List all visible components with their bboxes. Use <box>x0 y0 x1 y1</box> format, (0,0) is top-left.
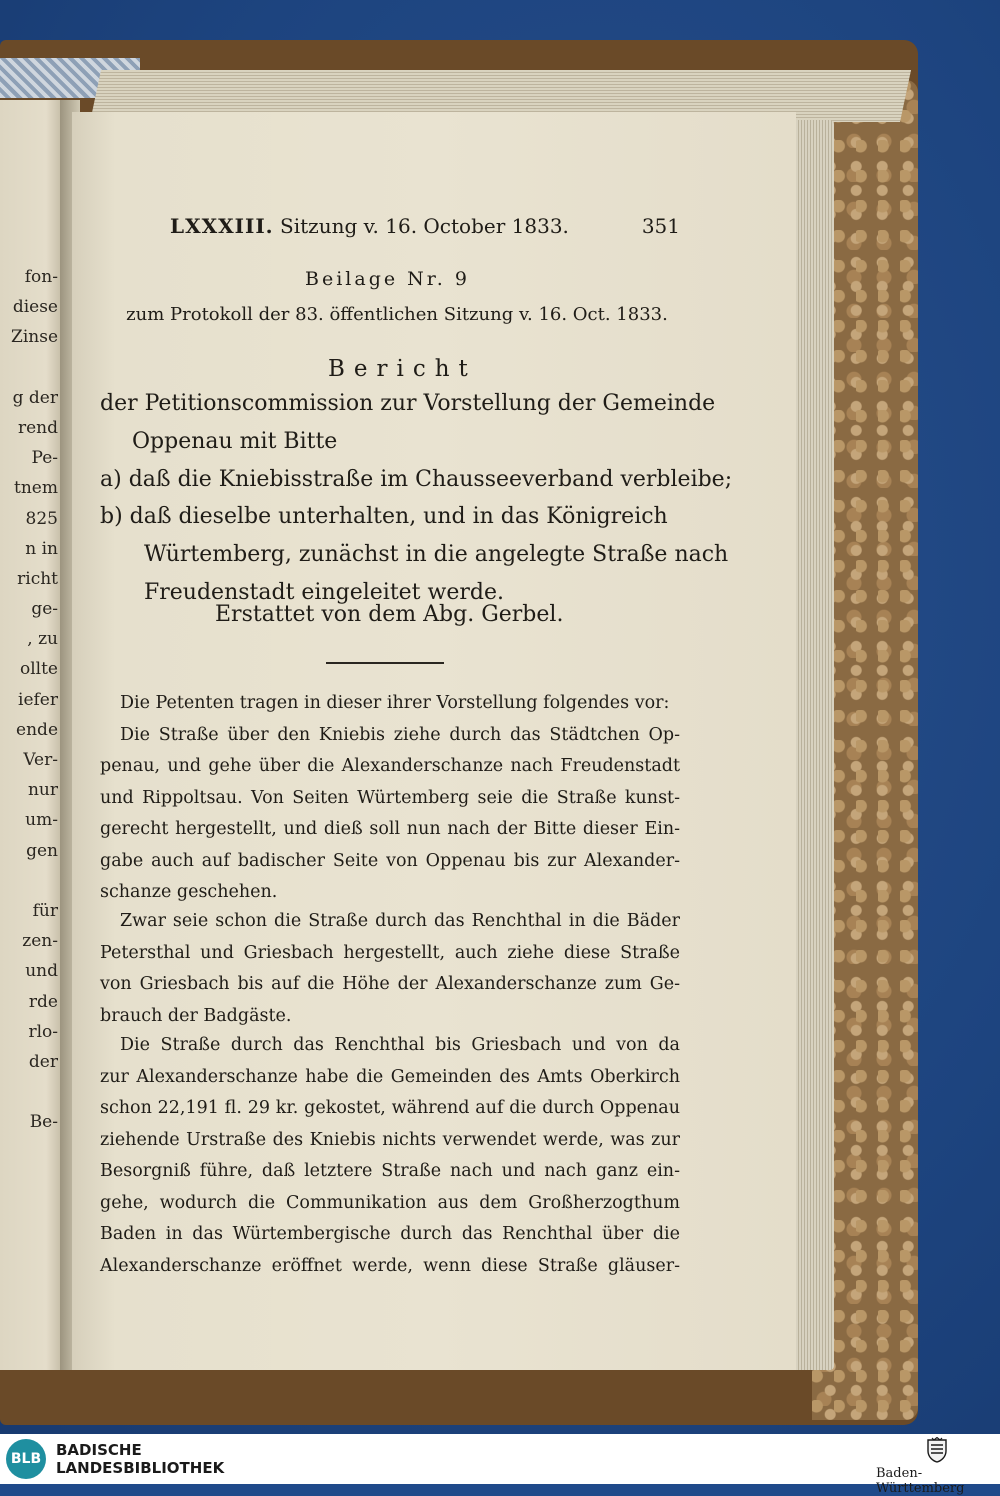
blb-logo-icon[interactable]: BLB <box>6 1439 46 1479</box>
paragraph-2 <box>100 906 680 1032</box>
text-line: Alexanderschanze eröffnet werde, wenn diese Straße gläuser- <box>100 1255 680 1276</box>
left-fragment-line: , zu <box>27 629 58 650</box>
left-fragment-line: iefer <box>18 689 58 710</box>
left-fragment-line: diese <box>12 297 58 318</box>
left-fragment-line: n in <box>25 538 58 559</box>
text-line: brauch der Badgäste. <box>100 1005 292 1026</box>
session-numeral: LXXXIII. <box>170 214 274 238</box>
left-fragment-line: ge- <box>31 599 58 620</box>
text-line: schon 22,191 fl. 29 kr. gekostet, während auf die durch Oppenau <box>100 1098 680 1118</box>
text-line: Die Petenten tragen in dieser ihrer Vorstellung folgendes vor: <box>120 693 670 713</box>
left-fragment-line: Ver- <box>23 750 58 770</box>
page-fore-edges <box>790 120 834 1370</box>
appendix-title: Beilage Nr. 9 <box>305 268 470 290</box>
text-line: und Rippoltsau. Von Seiten Würtemberg seie die Straße kunst- <box>100 787 680 808</box>
text-line: Die Straße über den Kniebis ziehe durch das Städtchen Op- <box>120 724 680 745</box>
left-fragment-line: Pe- <box>31 448 58 469</box>
left-fragment-line: ollte <box>19 659 58 680</box>
library-name-line-2: LANDESBIBLIOTHEK <box>56 1459 225 1477</box>
heading-line: a) daß die Kniebisstraße im Chausseeverband verbleibe; <box>100 466 733 492</box>
left-page-fragments <box>0 262 60 1137</box>
page-number: 351 <box>641 214 680 238</box>
text-line: Besorgniß führe, daß letztere Straße nach und nach ganz ein- <box>100 1161 680 1181</box>
left-fragment-line: der <box>28 1051 58 1072</box>
report-heading <box>100 385 733 612</box>
text-line: Petersthal und Griesbach hergestellt, auch ziehe diese Straße <box>100 942 680 963</box>
left-fragment-line: gen <box>26 840 58 861</box>
running-head <box>170 214 680 238</box>
left-fragment-line: tnem <box>14 478 58 499</box>
text-line: von Griesbach bis auf die Höhe der Alexanderschanze zum Ge- <box>100 974 680 994</box>
report-title: Bericht <box>328 356 477 382</box>
left-fragment-line: rend <box>17 417 58 438</box>
session-date: Sitzung v. 16. October 1833. <box>280 214 569 238</box>
text-line: schanze geschehen. <box>100 882 278 902</box>
left-fragment-line <box>0 353 60 383</box>
left-fragment-line <box>0 1077 60 1107</box>
left-fragment-line: um- <box>25 810 58 831</box>
left-fragment-line: g der <box>12 387 58 408</box>
divider-rule <box>326 662 444 664</box>
heading-line: Oppenau mit Bitte <box>132 428 338 454</box>
left-fragment-line: rde <box>28 991 58 1012</box>
paragraph-3 <box>100 1030 680 1282</box>
library-name[interactable] <box>56 1441 224 1477</box>
left-fragment-line: rlo- <box>28 1021 58 1042</box>
text-line: Zwar seie schon die Straße durch das Renchthal in die Bäder <box>120 911 680 931</box>
left-fragment-line: richt <box>17 568 58 589</box>
left-fragment-line: für <box>32 900 58 921</box>
left-fragment-line: Zinse <box>11 327 58 348</box>
left-fragment-line <box>0 866 60 896</box>
text-line: gerecht hergestellt, und dieß soll nun nach der Bitte dieser Ein- <box>100 819 680 839</box>
paragraph-1 <box>100 688 680 909</box>
left-fragment-line: nur <box>27 780 58 801</box>
protocol-line: zum Protokoll der 83. öffentlichen Sitzung v. 16. Oct. 1833. <box>126 304 668 325</box>
text-line: ziehende Urstraße des Kniebis nichts verwendet werde, was zur <box>100 1129 680 1150</box>
left-fragment-line: 825 <box>25 508 58 529</box>
footer-bar <box>0 1434 1000 1496</box>
text-line: gabe auch auf badischer Seite von Oppenau bis zur Alexander- <box>100 850 680 871</box>
heading-line: der Petitionscommission zur Vorstellung der Gemeinde <box>100 391 716 416</box>
heading-line: b) daß dieselbe unterhalten, und in das Königreich <box>100 504 668 530</box>
coat-of-arms-icon <box>926 1437 948 1463</box>
text-line: zur Alexanderschanze habe die Gemeinden des Amts Oberkirch <box>100 1066 680 1087</box>
text-line: Baden in das Würtembergische durch das Renchthal über die <box>100 1224 680 1244</box>
left-fragment-line: Be- <box>29 1112 58 1133</box>
left-fragment-line: fon- <box>24 267 58 287</box>
text-line: Die Straße durch das Renchthal bis Griesbach und von da <box>120 1035 680 1055</box>
heading-line: Würtemberg, zunächst in die angelegte Straße nach <box>144 542 729 568</box>
state-name: Baden-Württemberg <box>876 1466 965 1496</box>
text-line: penau, und gehe über die Alexanderschanze nach Freudenstadt <box>100 756 680 776</box>
left-fragment-line: zen- <box>22 931 58 952</box>
reporter-line: Erstattet von dem Abg. Gerbel. <box>215 602 564 627</box>
heading-line: Freudenstadt eingeleitet werde. <box>144 579 504 605</box>
text-line: gehe, wodurch die Communikation aus dem Großherzogthum <box>100 1192 680 1213</box>
left-fragment-line: ende <box>16 719 58 740</box>
library-name-line-1: BADISCHE <box>56 1441 142 1459</box>
left-fragment-line: und <box>25 961 58 982</box>
